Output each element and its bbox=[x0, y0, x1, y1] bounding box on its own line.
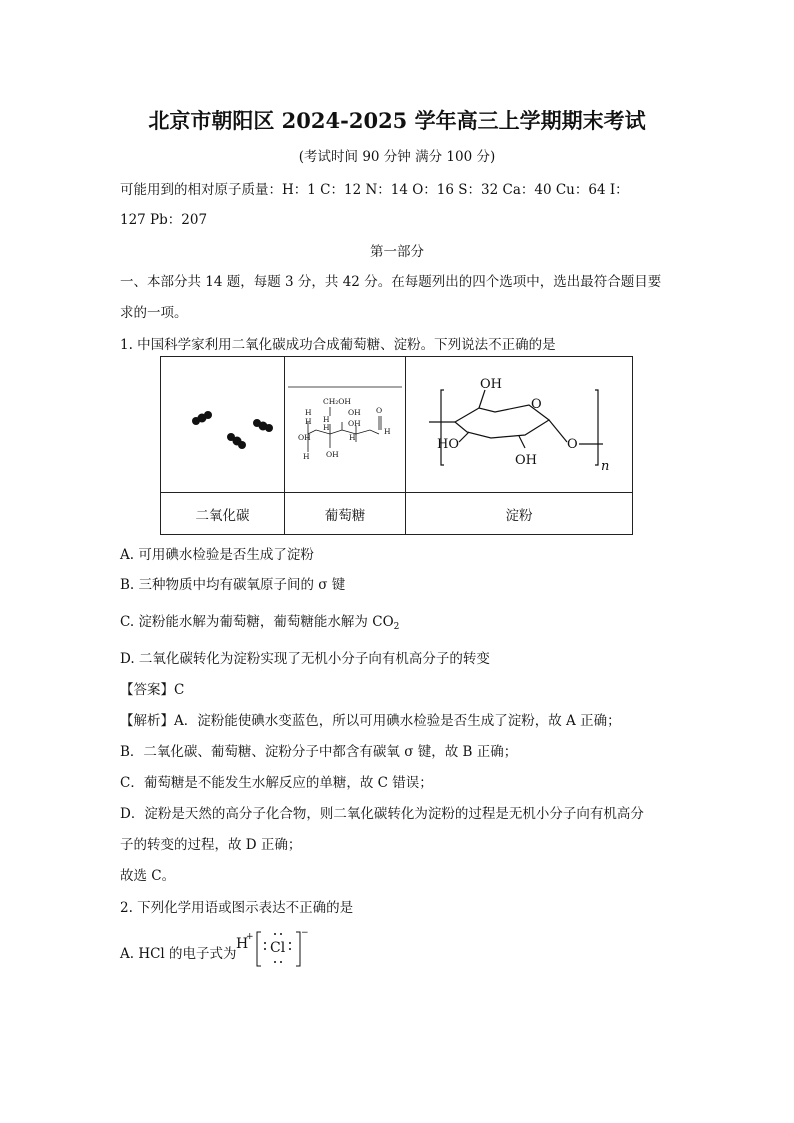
atom-h: H bbox=[384, 427, 391, 436]
co2-ball-model-image bbox=[168, 373, 278, 473]
question-1-stem: 1. 中国科学家利用二氧化碳成功合成葡萄糖、淀粉。下列说法不正确的是 bbox=[120, 337, 556, 353]
atom-oh: OH bbox=[326, 450, 339, 459]
q1-answer: 【答案】C bbox=[120, 682, 185, 698]
starch-ring-o: O bbox=[530, 397, 542, 412]
co2-formula: CO bbox=[372, 614, 394, 630]
atom-h: H bbox=[303, 452, 310, 461]
starch-ho: HO bbox=[436, 437, 459, 452]
q1-analysis-line-4: D．淀粉是天然的高分子化合物，则二氧化碳转化为淀粉的过程是无机小分子向有机高分 bbox=[120, 806, 644, 822]
hcl-electron-formula bbox=[234, 926, 314, 972]
atom-oh: OH bbox=[348, 419, 361, 428]
hcl-h-atom: H bbox=[236, 936, 249, 952]
hcl-cl-atom: Cl bbox=[270, 940, 286, 956]
q1-option-c-text: C. 淀粉能水解为葡萄糖，葡萄糖能水解为 bbox=[120, 614, 373, 630]
atom-oh: OH bbox=[348, 408, 361, 417]
hcl-minus-sign: − bbox=[301, 928, 309, 938]
atomic-mass-line-2: 127 Pb：207 bbox=[120, 212, 208, 228]
section-intro-line-1: 一、本部分共 14 题，每题 3 分，共 42 分。在每题列出的四个选项中，选出最符合题目要 bbox=[120, 274, 662, 290]
q1-option-c bbox=[120, 610, 399, 632]
label-glucose: 葡萄糖 bbox=[285, 493, 406, 535]
starch-subscript-n: n bbox=[600, 459, 609, 474]
label-co2: 二氧化碳 bbox=[161, 493, 285, 535]
page-title: 北京市朝阳区 2024-2025 学年高三上学期期末考试 bbox=[148, 108, 646, 133]
atom-h: H bbox=[305, 417, 312, 426]
co2-subscript: 2 bbox=[393, 622, 400, 632]
starch-structure-image bbox=[407, 360, 632, 485]
co2-model-cell bbox=[161, 357, 285, 493]
atom-oh: OH bbox=[298, 433, 311, 442]
starch-oh-top: OH bbox=[479, 377, 502, 392]
starch-oh-bottom: OH bbox=[514, 453, 537, 468]
section-intro-line-2: 求的一项。 bbox=[120, 305, 188, 321]
starch-structure-cell bbox=[406, 357, 633, 493]
starch-bridge-o: O bbox=[566, 437, 578, 452]
atom-ch2oh: CH₂OH bbox=[323, 397, 351, 406]
atom-o: O bbox=[376, 406, 383, 415]
hcl-plus-sign: + bbox=[246, 932, 254, 942]
glucose-structure-cell bbox=[285, 357, 406, 493]
atom-h: H bbox=[305, 408, 312, 417]
q1-analysis-line-2: B．二氧化碳、葡萄糖、淀粉分子中都含有碳氧 σ 键，故 B 正确； bbox=[120, 744, 518, 760]
q1-option-b: B. 三种物质中均有碳氧原子间的 σ 键 bbox=[120, 577, 346, 593]
label-starch: 淀粉 bbox=[406, 493, 633, 535]
atomic-mass-line-1: 可能用到的相对原子质量：H：1 C：12 N：14 O：16 S：32 Ca：40 Cu：64 I： bbox=[120, 182, 629, 198]
atom-h: H bbox=[349, 433, 356, 442]
section-title: 第一部分 bbox=[370, 244, 424, 260]
q1-analysis-line-3: C．葡萄糖是不能发生水解反应的单糖，故 C 错误； bbox=[120, 775, 433, 791]
question-2-stem: 2. 下列化学用语或图示表达不正确的是 bbox=[120, 900, 354, 916]
glucose-structure-image bbox=[286, 360, 404, 485]
atom-h: H bbox=[323, 423, 330, 432]
q1-option-d: D. 二氧化碳转化为淀粉实现了无机小分子向有机高分子的转变 bbox=[120, 651, 490, 667]
q1-option-a: A. 可用碘水检验是否生成了淀粉 bbox=[120, 547, 314, 563]
molecule-figure-table bbox=[160, 356, 633, 535]
q1-conclusion: 故选 C。 bbox=[120, 868, 176, 884]
q1-analysis-line-5: 子的转变的过程，故 D 正确； bbox=[120, 837, 302, 853]
exam-info: (考试时间 90 分钟 满分 100 分) bbox=[298, 149, 496, 165]
q1-analysis-line-1: 【解析】A．淀粉能使碘水变蓝色，所以可用碘水检验是否生成了淀粉，故 A 正确； bbox=[120, 713, 621, 729]
q2-option-a-text: A. HCl 的电子式为 bbox=[120, 946, 237, 962]
atom-h: H bbox=[323, 415, 330, 424]
